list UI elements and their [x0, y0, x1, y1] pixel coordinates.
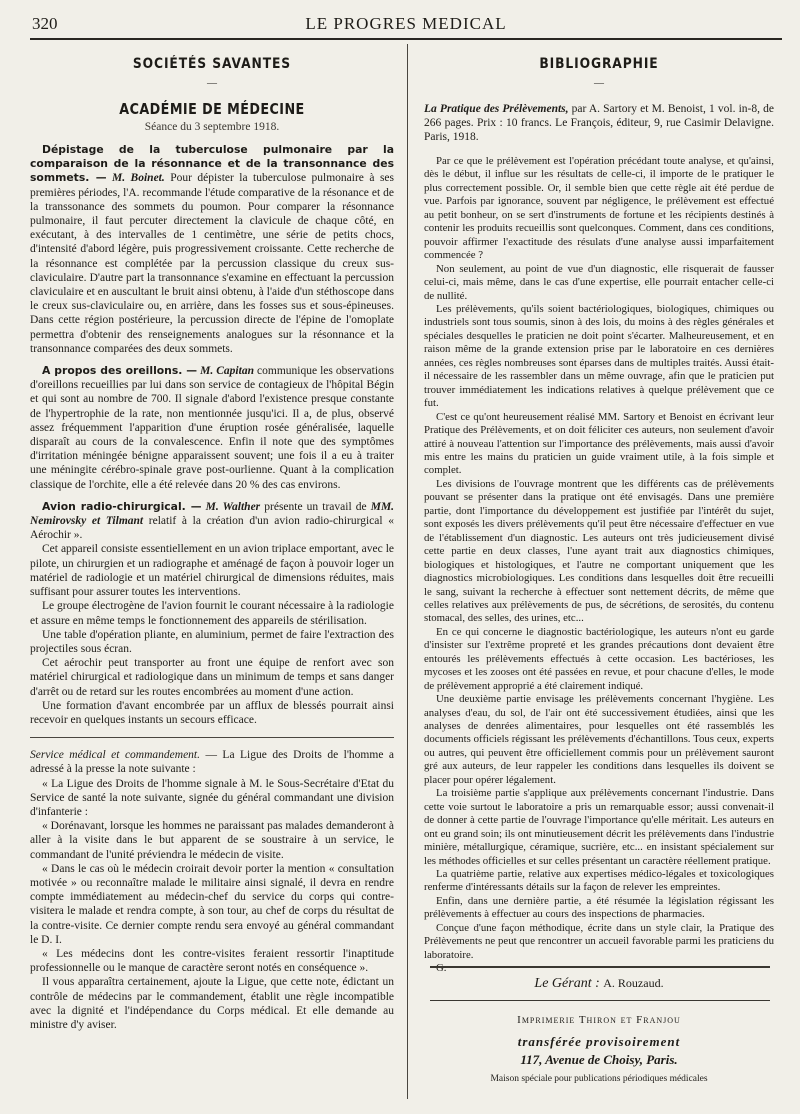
article-lead: A propos des oreillons. —	[42, 364, 198, 378]
review-paragraph: La quatrième partie, relative aux expertises médico-légales et toxicologiques renferme d'intéressants détails sur la façon de relever les empreintes.	[424, 868, 774, 894]
article-text: communique les observations d'oreillons recueillies par lui dans son service de contagieux de l'hôpital Bégin et qui sont au nombre de 700. Il signale d'abord l'existence presque constante de l'hypertrophie de la rate, non mentionnée jusqu'ici. Il a, de plus, observé assez fréquemment l'apparition d'une éruption rosée généralisée, laquelle disparaît au cours de la convalescence. Enfin il note que des symptômes d'irritation méningée bénigne apparaissent souvent; une fois il a eu à traiter une méningite cérébro-spinale grave post-ourlienne. Quant à la complication classique de l'orchite, elle a été relevée dans 20 % des cas environs.	[30, 365, 395, 491]
footer-rule	[430, 966, 770, 968]
article-coauthors: MM. Nemirovsky et Tilmant	[30, 500, 395, 528]
article-lead: Dépistage de la tuberculose pulmonaire par la comparaison de la résonnance et de la transonnance des sommets. —	[30, 143, 394, 185]
review-paragraph: En ce qui concerne le diagnostic bactériologique, les auteurs n'ont eu garde d'insister sur l'extrême propreté et les grandes précautions dont devaient être entourés les prélèvements effectués à cette occasion. Les bactérioses, les mycoses et les zooses ont été passées en revue, et pour chacune d'elles, le mode de prélèvement approprié a été clairement indiqué.	[424, 625, 774, 692]
review-paragraph: La troisième partie s'applique aux prélèvements concernant l'industrie. Dans cette voie surtout le laboratoire a pris un remarquable essor; aussi convenait-il de donner à cette partie de l'ouvrage l'importance qu'elle méritait. Les auteurs en ont eu grand soin; ils ont minutieusement décrit les prélèvements dans l'industrie minière, métallurgique, céramique, sucrière, etc... en insistant spécialement sur les méthodes officielles et sur celles présentant un caractère réellement pratique.	[424, 787, 774, 867]
page-header	[30, 12, 782, 40]
book-reference	[424, 102, 774, 144]
imprint-notice: transférée provisoirement	[517, 1034, 681, 1049]
article-text: présente un travail de	[264, 500, 367, 513]
review-signature: G.	[436, 962, 447, 975]
gerant-line	[424, 976, 774, 992]
book-title: La Pratique des Prélèvements,	[424, 102, 569, 115]
imprint-block	[424, 1014, 774, 1084]
imprint-specialty: Maison spéciale pour publications périodiques médicales	[490, 1074, 708, 1084]
article-service	[30, 748, 394, 776]
section-heading-bibliographie: BIBLIOGRAPHIE	[539, 56, 659, 72]
article-author: M. Capitan	[200, 365, 254, 378]
avion-paragraph: Cet aérochir peut transporter au front une équipe de renfort avec son matériel chirurgical et radiologique dans un minimum de temps et sans danger d'arrêt ou de retard sur les routes encombrées au moment d'une action.	[30, 657, 394, 698]
heading-dash: —	[207, 78, 217, 89]
review-paragraph: Les divisions de l'ouvrage montrent que les différents cas de prélèvements pouvant se présenter dans la pratique ont été envisagés. Dans une première partie, dont l'importance du développement est justifiée par l'intérêt du sujet, sont exposés les divers prélèvements qu'il peut être nécessaire d'effectuer en vue de l'établissement d'un diagnostic. Les auteurs ont très judicieusement divisé cette partie en deux classes, l'une ayant trait aux diagnostics chimiques, biologiques et histologiques, et l'autre ne comportant uniquement que les diagnostics microbiologiques. Les conditions dans lesquelles doit être recueilli le sang, suivant la recherche à effectuer sont nettement décrits, de même que celles relatives aux prélèvements de pus, de sécrétions, de serosités, du contenu stomacal, des selles, des urines, etc...	[424, 477, 774, 625]
imprint-address: 117, Avenue de Choisy, Paris.	[520, 1052, 678, 1067]
avion-paragraph: Une formation d'avant encombrée par un afflux de blessés pourrait ainsi recevoir en quelques instants un secours efficace.	[30, 699, 394, 726]
academy-heading: ACADÉMIE DE MÉDECINE	[119, 100, 305, 118]
review-paragraph: Les prélèvements, qu'ils soient bactériologiques, biologiques, chimiques ou industriels sont tous soumis, sinon à des lois, du moins à des règles générales et spéciales desquelles le praticien ne doit point s'écarter. Malheureusement, et en raison même de la grande extension prise par le laboratoire en ces dernières années, ces règles nombreuses sont éparses dans de multiples traités. Aussi était-il nécessaire de les rassembler dans un même ouvrage, afin que le praticien put trouver immédiatement les indications relatives à quelque prélèvement que ce fut.	[424, 302, 774, 410]
right-column	[424, 52, 774, 976]
avion-paragraph: Le groupe électrogène de l'avion fournit le courant nécessaire à la radiologie et assure en même temps le fonctionnement des appareils de stérilisation.	[30, 600, 394, 627]
article-tuberculose	[30, 143, 394, 356]
article-lead: Avion radio-chirurgical. —	[42, 499, 202, 513]
avion-paragraph: Une table d'opération pliante, en aluminium, permet de faire l'extraction des projectiles sous écran.	[30, 628, 394, 655]
article-text: relatif à la création d'un avion radio-chirurgical « Aérochir ».	[30, 515, 394, 542]
review-paragraph: C'est ce qu'ont heureusement réalisé MM. Sartory et Benoist en écrivant leur Pratique des Prélèvements, et on doit féliciter ces auteurs, non seulement d'avoir attiré à nouveau l'attention sur l'importance des prélèvements, mais aussi d'avoir mis entre les mains du praticien un guide vraiment utile, à la fois simple et complet.	[424, 410, 774, 477]
heading-dash: —	[594, 78, 604, 89]
article-author: M. Boinet.	[111, 172, 165, 185]
service-paragraph: « Les médecins dont les contre-visites feraient ressortir l'inaptitude professionnelle ou le manque de caractère seront notés en conséquence ».	[30, 947, 394, 975]
avion-paragraph: Cet appareil consiste essentiellement en un avion triplace emportant, avec le pilote, un chirurgien et un radiographe et aménagé de façon à pouvoir loger un matériel de radiologie et un matériel chirurgical de dimensions réduites, mais suffisant pour assurer toutes les interventions.	[30, 543, 394, 599]
imprint-printer: Imprimerie Thiron et Franjou	[517, 1014, 681, 1026]
journal-title: LE PROGRES MEDICAL	[305, 14, 507, 33]
section-heading-societes: SOCIÉTÉS SAVANTES	[132, 56, 292, 72]
service-paragraph: « Dans le cas où le médecin croirait devoir porter la mention « consultation motivée » ou reconnaître malade le militaire ainsi signalé, il devra en rendre compte immédiatement au médecin-chef du service du corps qui contre-visitera le malade et rendra compte, à son tour, au chef de corps du résultat de la contre-visite. Ce dernier compte rendu sera envoyé au général commandant le D. I.	[30, 862, 394, 946]
session-date: Séance du 3 septembre 1918.	[144, 121, 280, 133]
article-avion	[30, 500, 394, 543]
section-rule	[30, 737, 394, 738]
review-paragraph: Enfin, dans une dernière partie, a été résumée la législation régissant les prélèvements à effectuer au cours des inspections de pharmacies.	[424, 894, 774, 921]
service-paragraph: « Dorénavant, lorsque les hommes ne paraissant pas malades demanderont à aller à la visite dans le but apparent de se soustraire à un service, le commandant de l'unité préviendra le médecin de visite.	[30, 820, 394, 861]
review-paragraph: Par ce que le prélèvement est l'opération précédant toute analyse, et qu'ainsi, dès le début, il influe sur les résultats de celle-ci, il importe de le pratiquer le plus correctement possible. Or, il semble bien que cette règle ait été perdue de vue. Parfois par ignorance, souvent par négligence, le prélèvement est effectué au petit bonheur, on se sert d'instruments de fortune et les récipients destinés à contenir les produits recueillis sont quelconques. Comment, dans ces conditions, pouvoir affirmer l'exactitude des résulats d'une analyse aussi imparfaitement commencée ?	[424, 155, 774, 262]
service-paragraph: Il vous apparaîtra certainement, ajoute la Ligue, que cette note, édictant un contrôle de médecins par le commandement, établit une règle incompatible avec la dignité et l'indépendance du Corps médical. Et elle demande au ministre d'y aviser.	[30, 976, 394, 1031]
left-column	[30, 52, 394, 1032]
column-divider	[407, 44, 408, 1099]
article-text: Pour dépister la tuberculose pulmonaire à ses premières périodes, l'A. recommande l'étude comparative de la résonance et de la transsonance des sommets du poumon. Pour comparer la résonnance pulmonaire, il faut percuter directement la clavicule de chaque côté, en exécutant, à des intervalles de 1 centimètre, une série de petits chocs, d'intensité d'abord légère, puis progressivement croissante. Cette recherche de la résonnance est complétée par la percussion classique du creux sus-claviculaire. D'autre part la transonnance s'examine en effectuant la percussion claviculaire et en auscultant le bruit ainsi obtenu, à l'aide d'un stéthoscope dans le creux sus-claviculaire ou, en arrière, dans les fosses sus et sous-épineuses. Dans cette région postérieure, la percussion directe de l'épine de l'omoplate permettra d'obtenir des renseignements analogues sur la résonnance et la transonnance comparées des deux sommets.	[30, 172, 394, 355]
article-text: — La Ligue des Droits de l'homme a adressé à la presse la note suivante :	[30, 749, 394, 776]
article-author: M. Walther	[205, 500, 261, 513]
article-title: Service médical et commandement.	[30, 749, 200, 762]
imprint-rule	[430, 1000, 770, 1001]
service-paragraph: « La Ligue des Droits de l'homme signale à M. le Sous-Secrétaire d'Etat du Service de santé la note suivante, signée du général commandant une division d'infanterie :	[30, 777, 394, 818]
article-oreillons	[30, 364, 394, 492]
gerant-label: Le Gérant :	[534, 976, 600, 991]
review-paragraph: Conçue d'une façon méthodique, écrite dans un style clair, la Pratique des Prélèvements ne peut que rencontrer un accueil favorable parmi les praticiens du laboratoire.	[424, 921, 774, 961]
review-paragraph: Une deuxième partie envisage les prélèvements concernant l'hygiène. Les analyses d'eau, du sol, de l'air ont été successivement étudiées, ainsi que les analyses de denrées alimentaires, pour lesquelles ont été rassemblés les documents officiels régissant les prélèvements d'échantillons. Tous ceux, experts ou autres, qui peuvent être officiellement commis pour un prélèvement sauront gré aux auteurs, de leur rappeler les conditions dans lesquelles ils doivent se placer pour opérer légalement.	[424, 693, 774, 786]
page-number: 320	[32, 14, 58, 33]
book-details: par A. Sartory et M. Benoist, 1 vol. in-8, de 266 pages. Prix : 10 francs. Le François, éditeur, 9, rue Casimir Delavigne. Paris, 1918.	[424, 102, 774, 143]
review-paragraph: Non seulement, au point de vue d'un diagnostic, elle risquerait de fausser celui-ci, mais même, dans le cas d'une expertise, elle pourrait entacher celle-ci de nullité.	[424, 262, 774, 302]
gerant-name: A. Rouzaud.	[603, 976, 664, 990]
